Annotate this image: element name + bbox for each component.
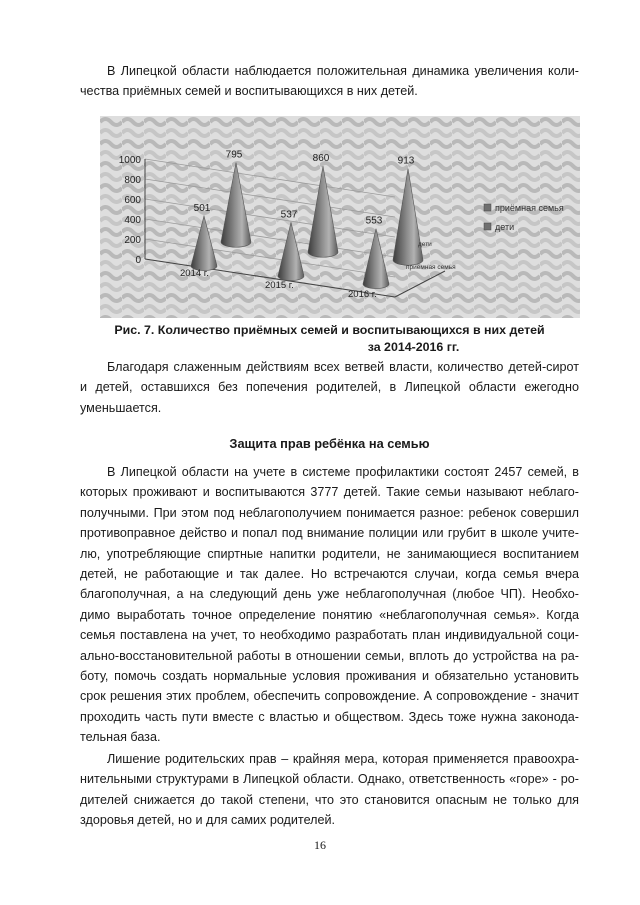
- paragraph-line: ально-восстановительной работы в отношении семьи, вплоть до устройства на ра-: [80, 648, 579, 663]
- data-label: 860: [312, 153, 330, 164]
- legend-entry: приёмная семья: [495, 203, 564, 213]
- category-label: 2014 г.: [180, 268, 209, 279]
- category-label: 2016 г.: [348, 289, 377, 300]
- y-tick-label: 800: [124, 175, 141, 186]
- paragraph-line: благополучная, а на следующий день уже неблагополучная (любое ЧП). Необхо-: [80, 587, 579, 602]
- paragraph-line: проходить часть пути вместе с властью и обществом. Здесь тоже нужна законода-: [80, 709, 579, 724]
- y-tick-label: 400: [124, 215, 141, 226]
- y-tick-label: 1000: [118, 155, 141, 166]
- paragraph-line: Лишение родительских прав – крайняя мера, которая применяется правоохра-: [107, 752, 579, 766]
- intro-paragraph: [80, 61, 579, 102]
- paragraph-line: Благодаря слаженным действиям всех ветвей власти, количество детей-сирот: [107, 360, 579, 374]
- data-label: 795: [225, 149, 243, 161]
- paragraph-line: детей, не работающие и так далее. Но встречаются случаи, когда семья вчера: [80, 567, 579, 582]
- series-axis-label: дети: [418, 241, 432, 248]
- figure-chart: [100, 116, 580, 318]
- paragraph-line: боту, помочь создать нормальные условия проживания и обязательно установить: [80, 669, 579, 684]
- data-label: 913: [397, 155, 415, 167]
- paragraph-line: уменьшается.: [80, 400, 162, 415]
- caption-line-2: за 2014-2016 гг.: [367, 340, 460, 354]
- paragraph-line: дителей снижается до такой степени, что это становится опасным не только для: [80, 792, 579, 807]
- paragraph-line: срок решения этих проблем, обеспечить сопровождение. А сопровождение - значит: [80, 689, 579, 704]
- paragraph-line: лю, употребляющие спиртные напитки родители, не занимающиеся воспитанием: [80, 546, 579, 561]
- y-tick-label: 600: [124, 195, 141, 206]
- paragraph-line: нительными структурами в Липецкой области. Однако, ответственность «горе» - ро-: [80, 772, 579, 787]
- section-heading: Защита прав ребёнка на семью: [229, 436, 430, 451]
- paragraph-line: здоровья детей, но и для самих родителей.: [80, 813, 336, 828]
- series-axis-label: приёмная семья: [406, 264, 456, 271]
- page-number: 16: [314, 838, 326, 852]
- paragraph-line: семья поставлена на учет, то необходимо разработать план индивидуальной соци-: [80, 628, 579, 643]
- paragraph-line: получными. При этом под неблагополучием понимается разное: ребенок совершил: [80, 505, 579, 520]
- legend-swatch: [484, 204, 491, 211]
- intro-line: чества приёмных семей и воспитывающихся в них детей.: [80, 84, 418, 99]
- paragraph-line: противоправное действо и попал под внимание полиции или грубит в школе учите-: [80, 526, 579, 541]
- paragraph-1: [80, 357, 579, 418]
- intro-line: В Липецкой области наблюдается положительная динамика увеличения коли-: [107, 64, 579, 78]
- caption-line-1: Рис. 7. Количество приёмных семей и воспитывающихся в них детей: [114, 323, 545, 337]
- legend-entry: дети: [495, 222, 515, 232]
- figure-caption: [80, 322, 579, 356]
- paragraph-line: тельная база.: [80, 730, 161, 745]
- data-label: 553: [365, 215, 383, 227]
- chart-background: [100, 116, 580, 318]
- paragraph-3: [80, 749, 579, 831]
- paragraph-line: димо выработать точное определение понятию «неблагополучная семья». Когда: [80, 607, 579, 622]
- category-label: 2015 г.: [265, 280, 294, 291]
- paragraph-line: которых проживают и воспитываются 3777 детей. Такие семьи называют неблаго-: [80, 485, 579, 500]
- cone-chart-svg: [100, 116, 580, 318]
- y-tick-label: 0: [135, 255, 141, 266]
- legend-swatch: [484, 223, 491, 230]
- data-label: 537: [280, 209, 298, 221]
- paragraph-line: и детей, оставшихся без попечения родителей, в Липецкой области ежегодно: [80, 380, 579, 395]
- data-label: 501: [193, 202, 211, 214]
- paragraph-line: В Липецкой области на учете в системе профилактики состоят 2457 семей, в: [107, 465, 579, 479]
- y-tick-label: 200: [124, 235, 141, 246]
- paragraph-2: [80, 462, 579, 748]
